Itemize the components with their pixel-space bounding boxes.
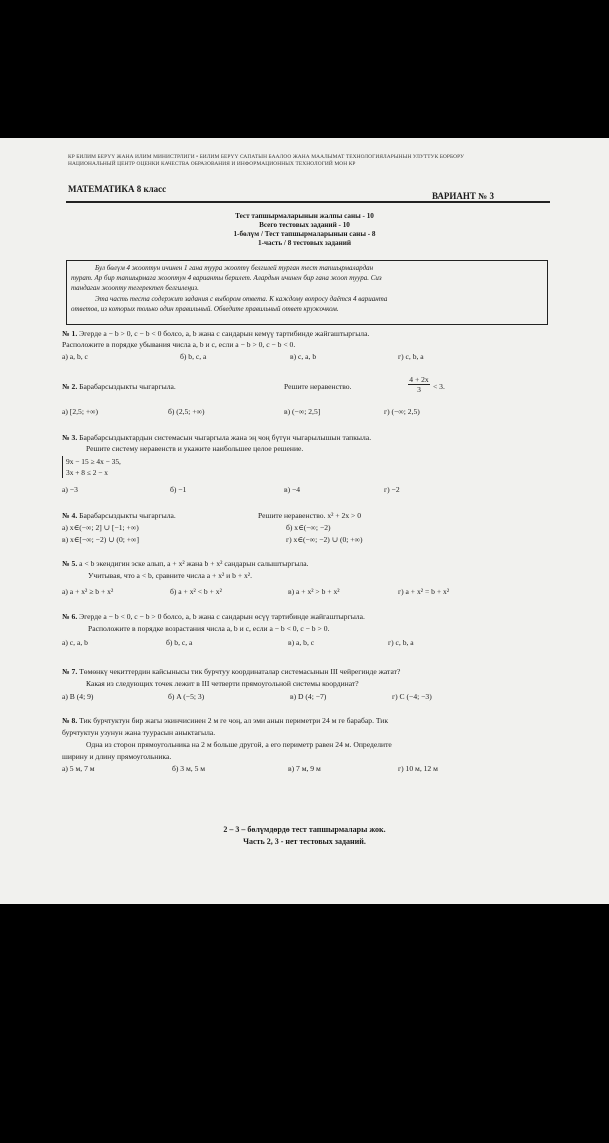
answer-option-c[interactable]: в) −4 [284, 485, 301, 494]
answer-option-a[interactable]: а) a + x² ≥ b + x² [62, 587, 114, 596]
question-number: № 8. [62, 716, 78, 725]
exam-sheet [0, 138, 609, 904]
question-text-ru: Решите неравенство. x² + 2x > 0 [258, 511, 362, 520]
question-text-kg: Эгерде a − b > 0, c − b < 0 болсо, a, b жана c сандарын кемүү тартибинде жайгаштыргыла. [79, 329, 370, 338]
org-line-kg: КР БИЛИМ БЕРҮҮ ЖАНА ИЛИМ МИНИСТРЛИГИ • БИЛИМ БЕРҮҮ САПАТЫН БААЛОО ЖАНА МААЛЫМАТ ТЕХНОЛОГИЯЛАРЫНЫН УЛУТТУК БОРБОРУ [68, 154, 465, 160]
question-text-ru: Расположите в порядке возрастания числа a, b и c, если a − b < 0, c − b > 0. [88, 624, 330, 633]
footer-note-ru: Часть 2, 3 - нет тестовых заданий. [243, 837, 366, 846]
answer-option-b[interactable]: б) b, c, a [180, 352, 207, 361]
question-number: № 4. [62, 511, 78, 520]
answer-option-d[interactable]: г) x∈(−∞; −2) ∪ (0; +∞) [286, 535, 363, 544]
fraction-denominator: 3 [417, 385, 421, 394]
organization-header [68, 154, 464, 168]
answer-option-c[interactable]: в) 7 м, 9 м [288, 764, 321, 773]
answer-option-d[interactable]: г) −2 [384, 485, 400, 494]
answer-option-a[interactable]: а) 5 м, 7 м [62, 764, 95, 773]
inequality-rhs: < 3. [433, 382, 445, 391]
answer-option-a[interactable]: а) B (4; 9) [62, 692, 94, 701]
question-text-kg: бурчтуктун узунун жана туурасын аныктагыла. [62, 728, 216, 737]
fraction [408, 375, 430, 394]
answer-option-d[interactable]: г) c, b, a [388, 638, 414, 647]
question-text-ru: ширину и длину прямоугольника. [62, 752, 172, 761]
footer-note-kg: 2 – 3 – бөлүмдөрдө тест тапшырмалары жок. [223, 825, 386, 834]
answer-option-d[interactable]: г) 10 м, 12 м [398, 764, 438, 773]
answer-option-b[interactable]: б) 3 м, 5 м [172, 764, 206, 773]
answer-option-b[interactable]: б) A (−5; 3) [168, 692, 205, 701]
system-line: 3x + 8 ≤ 2 − x [66, 468, 108, 477]
question-text-kg: Төмөнкү чекиттердин кайсынысы тик бурчтуу координаталар системасынын III чейрегинде жатат? [79, 667, 401, 676]
question-text-ru: Решите неравенство. [284, 382, 352, 391]
question-text-kg: Барабарсыздыкты чыгаргыла. [79, 511, 176, 520]
question-number: № 7. [62, 667, 78, 676]
answer-option-c[interactable]: в) D (4; −7) [290, 692, 327, 701]
system-line: 9x − 15 ≥ 4x − 35, [66, 457, 121, 466]
answer-option-a[interactable]: а) x∈(−∞; 2] ∪ [−1; +∞) [62, 523, 139, 532]
question-text-kg: Эгерде a − b < 0, c − b > 0 болсо, a, b жана c сандарын өсүү тартибинде жайгаштыргыла. [79, 612, 365, 621]
answer-option-d[interactable]: г) C (−4; −3) [392, 692, 432, 701]
question-text-kg: Барабарсыздыктардын системасын чыгаргыла жана эң чоң бүтүн чыгарылышын тапкыла. [79, 433, 372, 442]
answer-option-a[interactable]: а) a, b, c [62, 352, 88, 361]
summary-line: 1-бөлүм / Тест тапшырмаларынын саны - 8 [233, 230, 376, 238]
answer-option-a[interactable]: а) −3 [62, 485, 78, 494]
answer-option-b[interactable]: б) a + x² < b + x² [170, 587, 222, 596]
question-text-kg: Барабарсыздыкты чыгаргыла. [79, 382, 176, 391]
summary-line: Тест тапшырмаларынын жалпы саны - 10 [235, 212, 374, 220]
summary-line: Всего тестовых заданий - 10 [259, 221, 350, 229]
instruction-line: ответов, из которых только один правильный. Обведите правильный ответ кружочком. [71, 305, 339, 313]
question-number: № 3. [62, 433, 78, 442]
answer-option-b[interactable]: б) (2,5; +∞) [168, 407, 205, 416]
variant-label: ВАРИАНТ № 3 [432, 191, 494, 201]
instruction-line: Эта часть теста содержит задания с выбором ответа. К каждому вопросу даётся 4 варианта [95, 295, 388, 303]
question-text-kg: a < b экендигин эске алып, a + x² жана b + x² сандарын салыштыргыла. [79, 559, 309, 568]
summary-line: 1-часть / 8 тестовых заданий [257, 239, 351, 247]
question-number: № 1. [62, 329, 78, 338]
answer-option-c[interactable]: в) x∈[−∞; −2) ∪ (0; +∞] [62, 535, 139, 544]
question-text-ru: Какая из следующих точек лежит в III четверти прямоугольной системы координат? [86, 679, 359, 688]
header-divider [66, 201, 550, 203]
answer-option-c[interactable]: в) a + x² > b + x² [288, 587, 340, 596]
answer-option-a[interactable]: а) [2,5; +∞) [62, 407, 99, 416]
answer-option-b[interactable]: б) −1 [170, 485, 187, 494]
org-line-ru: НАЦИОНАЛЬНЫЙ ЦЕНТР ОЦЕНКИ КАЧЕСТВА ОБРАЗОВАНИЯ И ИНФОРМАЦИОННЫХ ТЕХНОЛОГИЙ МОН КР [68, 161, 356, 167]
answer-option-c[interactable]: в) (−∞; 2,5] [284, 407, 321, 416]
question-text-ru: Расположите в порядке убывания числа a, b и c, если a − b > 0, c − b < 0. [62, 340, 296, 349]
question-number: № 2. [62, 382, 78, 391]
question-text-ru: Учитывая, что a < b, сравните числа a + x² и b + x². [88, 571, 252, 580]
answer-option-c[interactable]: в) c, a, b [290, 352, 317, 361]
instruction-line: Бул бөлүм 4 жооптун ичинен 1 гана туура жооптү белгилей турган тест тапшырмалардан [95, 264, 374, 272]
fraction-numerator: 4 + 2x [409, 375, 429, 384]
answer-option-d[interactable]: г) c, b, a [398, 352, 424, 361]
subject-title: МАТЕМАТИКА 8 класс [68, 184, 167, 194]
answer-option-d[interactable]: г) a + x² = b + x² [398, 587, 450, 596]
inequality-system [62, 456, 121, 478]
instruction-line: турат. Ар бир тапшырмага жооптун 4 варианты берилет. Алардын ичинен бир гана жооп туура. Сиз [71, 274, 382, 282]
answer-option-c[interactable]: в) a, b, c [288, 638, 315, 647]
question-text-kg: Тик бурчтуктун бир жагы экинчисинен 2 м ге чоң, ал эми анын периметри 24 м ге барабар. Тик [79, 716, 389, 725]
answer-option-b[interactable]: б) b, c, a [166, 638, 193, 647]
question-text-ru: Одна из сторон прямоугольника на 2 м больше другой, а его периметр равен 24 м. Определите [86, 740, 392, 749]
question-number: № 6. [62, 612, 78, 621]
answer-option-a[interactable]: а) c, a, b [62, 638, 88, 647]
instructions-box [66, 260, 548, 325]
answer-option-b[interactable]: б) x∈(−∞; −2) [286, 523, 331, 532]
answer-option-d[interactable]: г) (−∞; 2,5) [384, 407, 420, 416]
instruction-line: тандаган жоопту тегеректеп белгилеңиз. [71, 284, 199, 292]
question-number: № 5. [62, 559, 78, 568]
question-text-ru: Решите систему неравенств и укажите наибольшее целое решение. [86, 444, 304, 453]
